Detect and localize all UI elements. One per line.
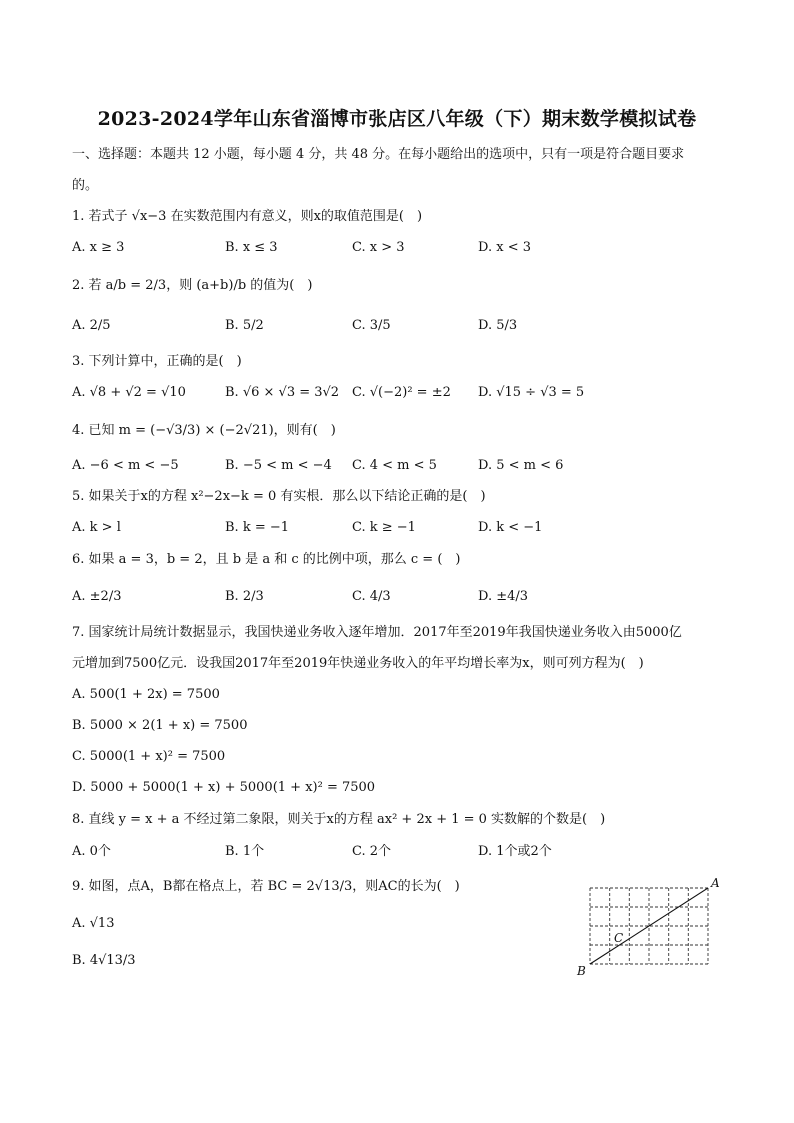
question-6-option-b: B. 2/3 — [225, 589, 264, 604]
question-7-option-c: C. 5000(1 + x)² = 7500 — [72, 749, 226, 764]
question-3-options — [72, 384, 632, 404]
question-3-option-c: C. √(−2)² = ±2 — [352, 385, 451, 400]
question-8-option-a: A. 0个 — [72, 844, 111, 859]
question-7-stem-line-1: 7. 国家统计局统计数据显示，我国快递业务收入逐年增加．2017年至2019年我国快递业务收入由5000亿 — [72, 625, 682, 640]
question-5-stem: 5. 如果关于x的方程 x²−2x−k = 0 有实根．那么以下结论正确的是( ) — [72, 489, 486, 504]
question-4-option-d: D. 5 < m < 6 — [478, 458, 564, 473]
point-a-label: A — [711, 876, 720, 890]
point-b-label: B — [577, 964, 586, 978]
question-7-option-a: A. 500(1 + 2x) = 7500 — [72, 687, 220, 702]
question-1-stem: 1. 若式子 √x−3 在实数范围内有意义，则x的取值范围是( ) — [72, 209, 423, 224]
question-5-option-a: A. k > l — [72, 520, 121, 535]
question-9-stem: 9. 如图，点A，B都在格点上，若 BC = 2√13/3，则AC的长为( ) — [72, 879, 460, 894]
question-6-options — [72, 588, 632, 608]
point-c-label: C — [614, 931, 624, 945]
question-8-option-d: D. 1个或2个 — [478, 844, 552, 859]
question-5-option-d: D. k < −1 — [478, 520, 543, 535]
question-5-option-c: C. k ≥ −1 — [352, 520, 416, 535]
question-4-stem: 4. 已知 m = (−√3/3) × (−2√21)，则有( ) — [72, 423, 336, 438]
question-2-option-a: A. 2/5 — [72, 318, 111, 333]
question-9-option-b: B. 4√13/3 — [72, 953, 136, 968]
question-9-option-a: A. √13 — [72, 916, 115, 931]
question-9-grid-figure — [572, 874, 722, 984]
question-8-stem: 8. 直线 y = x + a 不经过第二象限，则关于x的方程 ax² + 2x + 1 = 0 实数解的个数是( ) — [72, 812, 606, 827]
question-2-option-b: B. 5/2 — [225, 318, 264, 333]
question-8-option-c: C. 2个 — [352, 844, 392, 859]
question-3-stem: 3. 下列计算中，正确的是( ) — [72, 354, 242, 369]
grid-figure-svg — [572, 874, 722, 984]
question-4-option-a: A. −6 < m < −5 — [72, 458, 179, 473]
question-3-option-b: B. √6 × √3 = 3√2 — [225, 385, 340, 400]
question-8-option-b: B. 1个 — [225, 844, 265, 859]
question-2-option-c: C. 3/5 — [352, 318, 391, 333]
question-5-options — [72, 519, 632, 539]
question-1-option-b: B. x ≤ 3 — [225, 240, 278, 255]
question-2-stem: 2. 若 a/b = 2/3，则 (a+b)/b 的值为( ) — [72, 278, 313, 293]
question-7-option-b: B. 5000 × 2(1 + x) = 7500 — [72, 718, 248, 733]
question-7-stem-line-2: 元增加到7500亿元．设我国2017年至2019年快递业务收入的年平均增长率为x，则可列方程为( ) — [72, 656, 644, 671]
question-2-options — [72, 317, 632, 337]
question-4-option-b: B. −5 < m < −4 — [225, 458, 332, 473]
page-title: 2023-2024学年山东省淄博市张店区八年级（下）期末数学模拟试卷 — [97, 108, 697, 130]
question-2-option-d: D. 5/3 — [478, 318, 518, 333]
question-4-option-c: C. 4 < m < 5 — [352, 458, 437, 473]
question-1-option-d: D. x < 3 — [478, 240, 531, 255]
question-4-options — [72, 457, 632, 477]
section-intro-line-2: 的。 — [72, 178, 99, 193]
question-1-options — [72, 239, 632, 259]
question-3-option-d: D. √15 ÷ √3 = 5 — [478, 385, 585, 400]
question-7-option-d: D. 5000 + 5000(1 + x) + 5000(1 + x)² = 7500 — [72, 780, 376, 795]
question-6-option-d: D. ±4/3 — [478, 589, 529, 604]
section-intro-line-1: 一、选择题：本题共 12 小题，每小题 4 分，共 48 分。在每小题给出的选项中，只有一项是符合题目要求 — [72, 147, 685, 162]
question-3-option-a: A. √8 + √2 = √10 — [72, 385, 186, 400]
question-6-option-a: A. ±2/3 — [72, 589, 122, 604]
question-8-options — [72, 843, 632, 863]
question-1-option-c: C. x > 3 — [352, 240, 405, 255]
question-6-option-c: C. 4/3 — [352, 589, 391, 604]
question-6-stem: 6. 如果 a = 3，b = 2，且 b 是 a 和 c 的比例中项，那么 c = ( ) — [72, 552, 461, 567]
question-1-option-a: A. x ≥ 3 — [72, 240, 125, 255]
question-5-option-b: B. k = −1 — [225, 520, 290, 535]
